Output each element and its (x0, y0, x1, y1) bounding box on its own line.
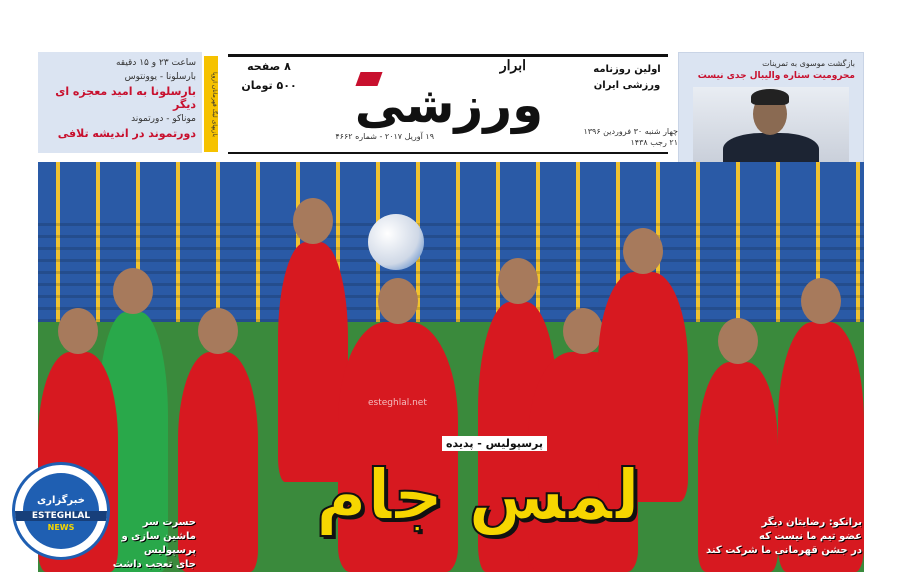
player-head (198, 308, 238, 354)
match-1: بارسلونا - یوونتوس (124, 72, 196, 82)
portrait-hair (751, 89, 789, 105)
headline-2: دورتموند در اندیشه تلافی (57, 127, 196, 140)
logo-small-text: ابرار (499, 58, 526, 74)
masthead-area (38, 52, 864, 162)
page-count-price (234, 60, 304, 92)
player-head (623, 228, 663, 274)
stadium-stands-shading (38, 222, 864, 322)
player-head (498, 258, 538, 304)
main-photo (38, 162, 864, 572)
logo-fa-text: خبرگزاری (37, 495, 85, 506)
photo-watermark: esteghlal.net (368, 398, 427, 408)
tagline-line-1: اولین روزنامه (593, 64, 661, 75)
date-persian: چهار شنبه ۳۰ فروردین ۱۳۹۶ (583, 127, 678, 136)
left-caption-line: جای تعجب داشت (112, 559, 196, 570)
player-head (293, 198, 333, 244)
player-head (563, 308, 603, 354)
volleyball-headline: محرومیت ستاره والیبال جدی نیست (697, 71, 855, 81)
page-count: ۸ صفحه (247, 60, 291, 73)
newspaper-logo (344, 58, 554, 140)
tagline-line-2: ورزشی ایران (593, 80, 661, 91)
tagline (586, 62, 668, 94)
left-caption-line: حسرت سر (142, 517, 196, 528)
player-head (113, 268, 153, 314)
logo-en-text: ESTEGHLAL (15, 511, 107, 521)
masthead-rule-bottom (228, 152, 668, 154)
right-caption-line: برانکو: رضایتان دیگر (761, 517, 862, 528)
football-ball (368, 214, 424, 270)
price: ۵۰۰ تومان (241, 79, 297, 92)
right-caption-line: عضو تیم ما نیست که (759, 531, 862, 542)
match-time: ساعت ۲۳ و ۱۵ دقیقه (115, 58, 196, 68)
headline-1: بارسلونا به امید معجزه ای دیگر (55, 85, 196, 111)
player-head (378, 278, 418, 324)
left-caption-line: ماشین سازی و پرسپولیس (121, 531, 196, 556)
side-strip-label: بازیهای لیگ قهرمانان اروپا (204, 56, 218, 152)
logo-news-text: NEWS (47, 523, 75, 532)
player-head (718, 318, 758, 364)
match-2: موناکو - دورتموند (131, 114, 196, 124)
date-block (578, 126, 678, 148)
champions-league-box (38, 52, 202, 153)
right-caption (692, 516, 862, 558)
volleyball-kicker: بازگشت موسوی به تمرینات (762, 59, 855, 68)
player-head (58, 308, 98, 354)
masthead-rule-top (228, 54, 668, 57)
player-portrait (693, 87, 849, 169)
logo-main-text: ورزشی (354, 76, 544, 134)
right-caption-line: در جشن قهرمانی ما شرکت کند (706, 545, 862, 556)
issue-number: ۱۹ آوریل ۲۰۱۷ - شماره ۴۶۶۲ (335, 132, 434, 141)
headline-subtitle: پرسپولیس - پدیده (442, 436, 547, 451)
main-headline: لمس جام (315, 454, 641, 536)
player-head (801, 278, 841, 324)
esteghlal-news-logo (12, 462, 110, 560)
date-hijri: ۲۱ رجب ۱۴۳۸ (630, 138, 678, 147)
